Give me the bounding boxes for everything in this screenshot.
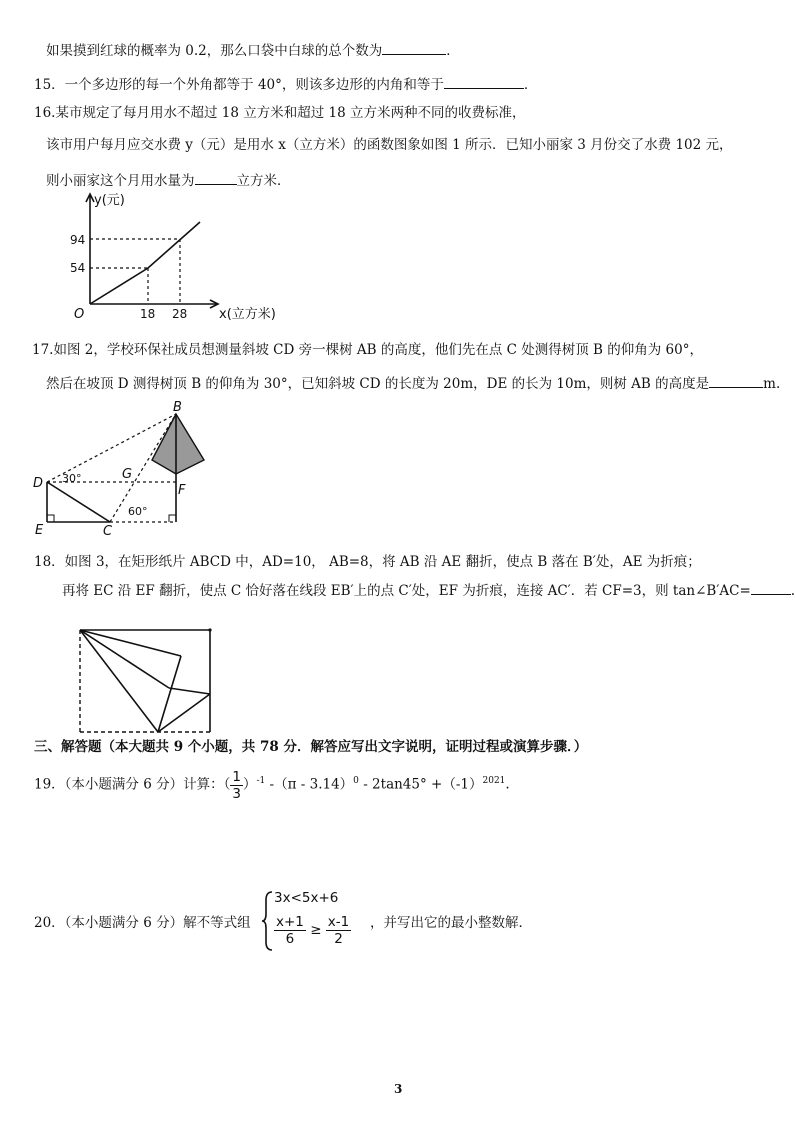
function-line xyxy=(90,222,200,304)
q19-prefix: 19．（本小题满分 6 分）计算：（ xyxy=(34,776,231,793)
q16-blank[interactable] xyxy=(195,170,237,185)
corner-dot xyxy=(208,628,211,631)
q18-blank[interactable] xyxy=(751,580,791,595)
q20-relation: ≥ xyxy=(310,922,322,938)
label-B: B xyxy=(173,400,182,415)
q19-mid2: - 2tan45° +（-1） xyxy=(358,776,483,793)
q15-text: 15．一个多边形的每一个外角都等于 40°，则该多边形的内角和等于 xyxy=(34,77,444,93)
q19-frac-num: 1 xyxy=(232,768,241,785)
q20-frac2-den: 2 xyxy=(334,931,343,947)
origin-label: O xyxy=(74,307,85,322)
q20-ineq1: 3x<5x+6 xyxy=(274,890,339,906)
figure2-slope-tree xyxy=(30,398,230,538)
section3-heading: 三、解答题（本大题共 9 个小题，共 78 分．解答应写出文字说明，证明过程或演算步骤．） xyxy=(34,739,588,755)
q16-line3-text: 则小丽家这个月用水量为 xyxy=(46,173,195,189)
x-tick-28: 28 xyxy=(172,307,188,321)
q20-frac1 xyxy=(274,914,306,947)
q20-ineq2 xyxy=(274,914,351,947)
q14-blank[interactable] xyxy=(382,40,446,55)
q16-line3 xyxy=(46,170,291,190)
segment-DC xyxy=(47,482,110,522)
x-axis-label: x(立方米) xyxy=(219,307,276,322)
q16-line2: 该市用户每月应交水费 y（元）是用水 x（立方米）的函数图象如图 1 所示．已知小丽家 3 月份交了水费 102 元， xyxy=(46,137,733,153)
fold-AE xyxy=(80,630,158,732)
q14-tail: 如果摸到红球的概率为 0.2，那么口袋中白球的总个数为 ． xyxy=(46,40,460,60)
y-tick-94: 94 xyxy=(70,233,86,247)
fold-EF xyxy=(158,694,210,732)
segment-AC-prime xyxy=(80,630,169,688)
q19-exp3: 2021 xyxy=(482,776,506,786)
q15-blank[interactable] xyxy=(444,74,524,89)
q19-mid: -（π - 3.14） xyxy=(265,776,354,793)
x-tick-18: 18 xyxy=(140,307,156,321)
label-F: F xyxy=(178,483,186,498)
q17-line1: 17.如图 2，学校环保社成员想测量斜坡 CD 旁一棵树 AB 的高度，他们先在点 C 处测得树顶 B 的仰角为 60°， xyxy=(32,342,703,358)
q16-unit: 立方米． xyxy=(236,173,291,189)
right-angle-A xyxy=(169,515,176,522)
figure1-graph xyxy=(60,188,290,328)
q19-end: . xyxy=(505,776,510,793)
q17-line2 xyxy=(46,373,780,393)
q17-line2-text: 然后在坡顶 D 测得树顶 B 的仰角为 30°，已知斜坡 CD 的长度为 20m，DE 的长为 10m，则树 AB 的高度是 xyxy=(46,376,710,392)
q15: 15．一个多边形的每一个外角都等于 40°，则该多边形的内角和等于 ． xyxy=(34,74,537,94)
q19-exp1: -1 xyxy=(256,776,266,786)
q20-frac1-den: 6 xyxy=(285,931,295,947)
q17-blank[interactable] xyxy=(709,373,763,388)
segment-AB-prime xyxy=(80,630,181,656)
q19 xyxy=(34,766,510,802)
q18-line1: 18．如图 3，在矩形纸片 ABCD 中，AD=10， AB=8，将 AB 沿 AE 翻折，使点 B 落在 B′处，AE 为折痕； xyxy=(34,554,701,570)
q20-prefix: 20．（本小题满分 6 分）解不等式组 xyxy=(34,915,251,931)
q18-line2 xyxy=(62,580,795,600)
label-C: C xyxy=(103,524,113,539)
angle-30-label: 30° xyxy=(62,472,82,485)
q19-exp2: 0 xyxy=(353,776,359,786)
q20-frac1-num: x+1 xyxy=(276,914,304,930)
q20-brace xyxy=(262,890,274,952)
q18-line2-text: 再将 EC 沿 EF 翻折，使点 C 恰好落在线段 EB′上的点 C′处，EF 为折痕，连接 AC′．若 CF=3，则 tan∠B′AC= xyxy=(62,583,751,599)
page-number: 3 xyxy=(394,1082,403,1096)
figure3-folded-rectangle xyxy=(74,624,219,736)
q20-suffix: ，并写出它的最小整数解． xyxy=(370,915,532,931)
q19-fraction xyxy=(230,769,243,802)
q14-text: 如果摸到红球的概率为 0.2，那么口袋中白球的总个数为 xyxy=(46,43,383,59)
y-axis-label: y(元) xyxy=(94,193,125,208)
angle-60-label: 60° xyxy=(128,505,148,518)
q20-system xyxy=(262,890,372,952)
q18-end: . xyxy=(790,583,795,599)
label-E: E xyxy=(35,523,44,538)
segment-C-prime-F xyxy=(169,688,210,694)
q20-frac2-num: x-1 xyxy=(327,914,350,930)
label-D: D xyxy=(33,476,44,491)
q17-unit: m. xyxy=(763,376,781,392)
q19-paren: ） xyxy=(242,776,257,793)
y-tick-54: 54 xyxy=(70,261,86,275)
right-angle-E xyxy=(47,515,54,522)
q19-frac-den: 3 xyxy=(232,785,241,802)
label-G: G xyxy=(122,467,133,482)
q20-frac2 xyxy=(326,914,351,947)
segment-B-prime-E xyxy=(158,656,181,732)
q16-line1: 16.某市规定了每月用水不超过 18 立方米和超过 18 立方米两种不同的收费标准， xyxy=(34,105,526,121)
